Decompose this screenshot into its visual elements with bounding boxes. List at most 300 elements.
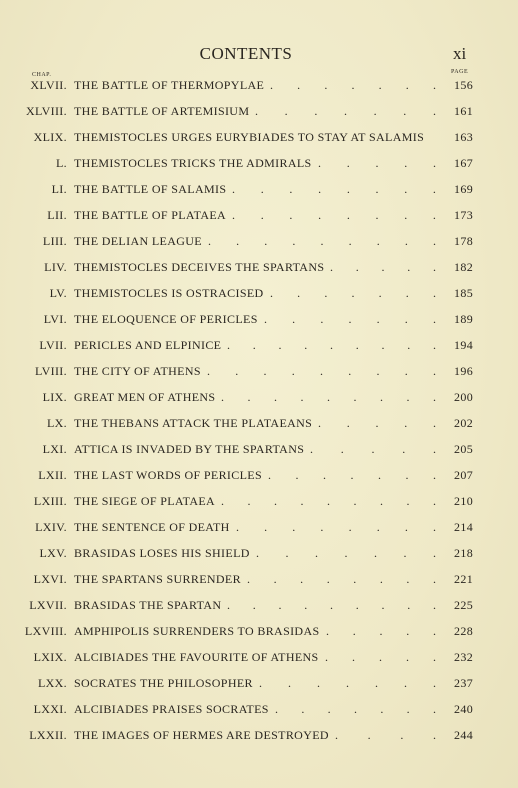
leader-dot: . <box>291 364 295 378</box>
leader-dot: . <box>318 416 321 430</box>
leader-dot: . <box>346 676 349 690</box>
chapter-number: LII. <box>47 208 67 222</box>
chapter-number: LVII. <box>39 338 67 352</box>
chapter-page: 178 <box>454 234 474 248</box>
leader-dot: . <box>432 702 436 716</box>
leader-dot: . <box>292 312 296 326</box>
chapter-number: LX. <box>46 416 67 430</box>
leader-dot: . <box>407 598 411 612</box>
leader-dot: . <box>404 182 408 196</box>
leader-dot: . <box>236 234 240 248</box>
leader-dot: . <box>348 364 352 378</box>
leader-dot: . <box>314 104 318 118</box>
leader-dot: . <box>346 416 350 430</box>
toc-entry <box>0 624 518 650</box>
chapter-number: LXVIII. <box>24 624 67 638</box>
chapter-page: 156 <box>454 78 474 92</box>
leader-dot: . <box>433 494 436 508</box>
leader-dot: . <box>318 182 322 196</box>
leader-dot: . <box>407 338 411 352</box>
leader-dot: . <box>300 390 304 404</box>
leader-dot: . <box>247 494 251 508</box>
leader-dot: . <box>353 572 357 586</box>
leader-dot: . <box>407 260 411 274</box>
chapter-title: THE SPARTANS SURRENDER <box>74 572 241 586</box>
leader-dot: . <box>315 546 318 560</box>
leader-dot: . <box>374 546 377 560</box>
chapter-number: LIII. <box>42 234 67 248</box>
chapter-page: 221 <box>454 572 474 586</box>
leader-dot: . <box>327 494 330 508</box>
chapter-page: 200 <box>454 390 474 404</box>
chapter-page: 210 <box>454 494 474 508</box>
dot-leader <box>330 260 436 275</box>
leader-dot: . <box>432 104 436 118</box>
dot-leader <box>227 338 436 353</box>
toc-entry <box>0 468 518 494</box>
dot-leader <box>221 494 436 509</box>
leader-dot: . <box>403 104 407 118</box>
leader-dot: . <box>344 546 348 560</box>
chapter-title: PERICLES AND ELPINICE <box>74 338 222 352</box>
leader-dot: . <box>406 702 410 716</box>
chapter-number: LXXII. <box>29 728 67 742</box>
chapter-title: THE LAST WORDS OF PERICLES <box>74 468 263 482</box>
leader-dot: . <box>350 468 354 482</box>
leader-dot: . <box>433 624 436 638</box>
page-column-label: PAGE <box>451 69 469 75</box>
leader-dot: . <box>404 676 407 690</box>
chapter-title: THE CITY OF ATHENS <box>74 364 201 378</box>
chapter-number: XLVII. <box>30 78 67 92</box>
leader-dot: . <box>327 702 331 716</box>
toc-entry <box>0 182 518 208</box>
leader-dot: . <box>406 494 410 508</box>
leader-dot: . <box>355 260 359 274</box>
leader-dot: . <box>320 364 323 378</box>
dot-leader <box>318 156 436 171</box>
chapter-title: THE SENTENCE OF DEATH <box>74 520 230 534</box>
leader-dot: . <box>405 468 409 482</box>
chapter-title: THE BATTLE OF SALAMIS <box>74 182 227 196</box>
leader-dot: . <box>379 572 383 586</box>
chapter-page: 182 <box>454 260 474 274</box>
leader-dot: . <box>268 468 271 482</box>
leader-dot: . <box>400 728 404 742</box>
leader-dot: . <box>433 650 436 664</box>
leader-dot: . <box>297 78 301 92</box>
dot-leader <box>325 650 436 665</box>
chapter-page: 207 <box>454 468 474 482</box>
toc-entry <box>0 78 518 104</box>
leader-dot: . <box>405 78 409 92</box>
leader-dot: . <box>404 234 408 248</box>
chapter-title: ALCIBIADES THE FAVOURITE OF ATHENS <box>74 650 319 664</box>
dot-leader <box>275 702 436 717</box>
toc-entry <box>0 546 518 572</box>
chapter-page: 169 <box>454 182 474 196</box>
toc-entry <box>0 702 518 728</box>
leader-dot: . <box>264 312 267 326</box>
toc-entry <box>0 728 518 754</box>
leader-dot: . <box>405 286 409 300</box>
chapter-number: XLIX. <box>33 130 67 144</box>
leader-dot: . <box>406 650 409 664</box>
leader-dot: . <box>232 208 235 222</box>
leader-dot: . <box>324 286 328 300</box>
leader-dot: . <box>378 78 382 92</box>
leader-dot: . <box>381 338 385 352</box>
leader-dot: . <box>404 312 408 326</box>
leader-dot: . <box>289 182 293 196</box>
leader-dot: . <box>432 208 436 222</box>
chapter-number: LIV. <box>44 260 67 274</box>
leader-dot: . <box>284 104 288 118</box>
leader-dot: . <box>433 338 436 352</box>
dot-leader <box>326 624 436 639</box>
chapter-page: 244 <box>454 728 474 742</box>
chapter-number: L. <box>55 156 67 170</box>
chapter-title: THE IMAGES OF HERMES ARE DESTROYED <box>74 728 329 742</box>
leader-dot: . <box>371 442 375 456</box>
toc-entry <box>0 260 518 286</box>
leader-dot: . <box>221 390 224 404</box>
table-of-contents <box>0 78 518 754</box>
leader-dot: . <box>402 442 406 456</box>
toc-entry <box>0 130 518 156</box>
leader-dot: . <box>292 520 296 534</box>
toc-entry <box>0 572 518 598</box>
dot-leader <box>268 468 436 483</box>
toc-entry <box>0 650 518 676</box>
chapter-number: LXII. <box>38 468 67 482</box>
leader-dot: . <box>232 182 235 196</box>
chapter-page: 189 <box>454 312 474 326</box>
leader-dot: . <box>352 624 356 638</box>
chapter-page: 225 <box>454 598 474 612</box>
leader-dot: . <box>235 364 239 378</box>
chapter-title: THEMISTOCLES IS OSTRACISED <box>74 286 264 300</box>
dot-leader <box>310 442 436 457</box>
leader-dot: . <box>432 572 436 586</box>
leader-dot: . <box>433 468 436 482</box>
leader-dot: . <box>367 728 371 742</box>
toc-entry <box>0 676 518 702</box>
leader-dot: . <box>320 312 324 326</box>
leader-dot: . <box>432 520 436 534</box>
chapter-number: LXVI. <box>33 572 67 586</box>
leader-dot: . <box>227 338 230 352</box>
leader-dot: . <box>278 338 282 352</box>
toc-entry <box>0 338 518 364</box>
chapter-number: LXVII. <box>29 598 67 612</box>
leader-dot: . <box>380 390 383 404</box>
leader-dot: . <box>348 520 352 534</box>
leader-dot: . <box>252 338 256 352</box>
leader-dot: . <box>346 182 350 196</box>
leader-dot: . <box>335 728 338 742</box>
chapter-number: LXV. <box>39 546 67 560</box>
leader-dot: . <box>325 650 328 664</box>
toc-entry <box>0 416 518 442</box>
leader-dot: . <box>301 702 305 716</box>
leader-dot: . <box>433 260 436 274</box>
toc-entry <box>0 312 518 338</box>
chapter-title: BRASIDAS THE SPARTAN <box>74 598 222 612</box>
dot-leader <box>207 364 436 379</box>
chapter-page: 218 <box>454 546 474 560</box>
toc-entry <box>0 598 518 624</box>
chapter-page: 173 <box>454 208 474 222</box>
chapter-title: ALCIBIADES PRAISES SOCRATES <box>74 702 269 716</box>
chapter-page: 228 <box>454 624 474 638</box>
dot-leader <box>256 546 436 561</box>
chapter-title: GREAT MEN OF ATHENS <box>74 390 216 404</box>
leader-dot: . <box>274 494 277 508</box>
leader-dot: . <box>376 312 380 326</box>
chapter-number: XLVIII. <box>26 104 67 118</box>
chapter-number: LXIII. <box>33 494 67 508</box>
toc-entry <box>0 286 518 312</box>
leader-dot: . <box>376 234 380 248</box>
leader-dot: . <box>433 364 436 378</box>
leader-dot: . <box>273 572 277 586</box>
leader-dot: . <box>378 468 381 482</box>
dot-leader <box>255 104 436 119</box>
leader-dot: . <box>380 702 384 716</box>
leader-dot: . <box>375 156 379 170</box>
leader-dot: . <box>221 494 224 508</box>
leader-dot: . <box>300 494 304 508</box>
leader-dot: . <box>260 182 264 196</box>
leader-dot: . <box>285 546 289 560</box>
toc-entry <box>0 494 518 520</box>
chapter-number: LXXI. <box>33 702 67 716</box>
chapter-page: 202 <box>454 416 474 430</box>
toc-entry <box>0 520 518 546</box>
leader-dot: . <box>340 442 344 456</box>
leader-dot: . <box>375 676 378 690</box>
leader-dot: . <box>351 78 355 92</box>
chapter-number: LXI. <box>42 442 67 456</box>
toc-entry <box>0 364 518 390</box>
leader-dot: . <box>381 260 385 274</box>
chapter-number: LVIII. <box>35 364 67 378</box>
chapter-title: THE BATTLE OF ARTEMISIUM <box>74 104 250 118</box>
leader-dot: . <box>278 598 282 612</box>
toc-entry <box>0 156 518 182</box>
chapter-title: THEMISTOCLES URGES EURYBIADES TO STAY AT SALAMIS <box>74 130 425 144</box>
leader-dot: . <box>318 156 321 170</box>
leader-dot: . <box>433 442 436 456</box>
leader-dot: . <box>432 312 436 326</box>
dot-leader <box>232 182 436 197</box>
dot-leader <box>236 520 436 535</box>
leader-dot: . <box>236 520 239 534</box>
leader-dot: . <box>227 598 230 612</box>
chapter-page: 185 <box>454 286 474 300</box>
dot-leader <box>259 676 436 691</box>
toc-entry <box>0 390 518 416</box>
leader-dot: . <box>355 338 359 352</box>
leader-dot: . <box>353 390 357 404</box>
leader-dot: . <box>353 494 357 508</box>
leader-dot: . <box>373 104 377 118</box>
leader-dot: . <box>432 728 436 742</box>
leader-dot: . <box>318 208 322 222</box>
chapter-number: LVI. <box>43 312 67 326</box>
leader-dot: . <box>252 598 256 612</box>
leader-dot: . <box>323 468 326 482</box>
chapter-title: THE ELOQUENCE OF PERICLES <box>74 312 258 326</box>
leader-dot: . <box>247 572 250 586</box>
leader-dot: . <box>297 286 301 300</box>
chapter-title: THEMISTOCLES DECEIVES THE SPARTANS <box>74 260 325 274</box>
leader-dot: . <box>270 78 273 92</box>
leader-dot: . <box>381 598 385 612</box>
leader-dot: . <box>259 676 262 690</box>
leader-dot: . <box>275 702 278 716</box>
leader-dot: . <box>433 390 436 404</box>
leader-dot: . <box>264 520 268 534</box>
leader-dot: . <box>330 598 333 612</box>
leader-dot: . <box>304 598 308 612</box>
leader-dot: . <box>292 234 296 248</box>
leader-dot: . <box>379 624 383 638</box>
chapter-title: THE DELIAN LEAGUE <box>74 234 202 248</box>
toc-entry <box>0 104 518 130</box>
chapter-number: LXIV. <box>35 520 67 534</box>
dot-leader <box>227 598 436 613</box>
leader-dot: . <box>260 208 264 222</box>
chapter-page: 196 <box>454 364 474 378</box>
leader-dot: . <box>326 624 329 638</box>
leader-dot: . <box>432 286 436 300</box>
leader-dot: . <box>255 104 258 118</box>
chapter-page: 161 <box>454 104 474 118</box>
leader-dot: . <box>264 234 268 248</box>
leader-dot: . <box>327 390 330 404</box>
leader-dot: . <box>378 286 382 300</box>
leader-dot: . <box>263 364 267 378</box>
leader-dot: . <box>404 156 408 170</box>
leader-dot: . <box>247 390 251 404</box>
leader-dot: . <box>376 520 380 534</box>
dot-leader <box>264 312 436 327</box>
chapter-number: LV. <box>49 286 67 300</box>
chapter-title: AMPHIPOLIS SURRENDERS TO BRASIDAS <box>74 624 320 638</box>
chapter-title: BRASIDAS LOSES HIS SHIELD <box>74 546 250 560</box>
chapter-number: LI. <box>51 182 67 196</box>
leader-dot: . <box>320 234 324 248</box>
leader-dot: . <box>270 286 273 300</box>
dot-leader <box>247 572 436 587</box>
leader-dot: . <box>404 208 408 222</box>
leader-dot: . <box>433 416 436 430</box>
leader-dot: . <box>320 520 324 534</box>
leader-dot: . <box>348 312 352 326</box>
chapter-number: LXIX. <box>33 650 67 664</box>
chapter-page: 214 <box>454 520 474 534</box>
toc-entry <box>0 234 518 260</box>
leader-dot: . <box>343 104 347 118</box>
chapter-page: 232 <box>454 650 474 664</box>
leader-dot: . <box>352 650 355 664</box>
leader-dot: . <box>433 546 436 560</box>
leader-dot: . <box>404 364 408 378</box>
leader-dot: . <box>406 624 410 638</box>
dot-leader <box>318 416 436 431</box>
leader-dot: . <box>375 182 379 196</box>
leader-dot: . <box>432 182 436 196</box>
chapter-page: 205 <box>454 442 474 456</box>
leader-dot: . <box>288 676 291 690</box>
leader-dot: . <box>256 546 259 560</box>
toc-entry <box>0 442 518 468</box>
chapter-page: 167 <box>454 156 474 170</box>
leader-dot: . <box>404 520 408 534</box>
leader-dot: . <box>310 442 313 456</box>
dot-leader <box>221 390 436 405</box>
dot-leader <box>335 728 436 743</box>
leader-dot: . <box>433 234 436 248</box>
chapter-column-label: CHAP. <box>32 72 52 78</box>
leader-dot: . <box>433 598 436 612</box>
leader-dot: . <box>353 702 357 716</box>
chapter-title: THE BATTLE OF PLATAEA <box>74 208 227 222</box>
page-number: xi <box>453 44 467 63</box>
leader-dot: . <box>330 260 333 274</box>
leader-dot: . <box>274 390 277 404</box>
dot-leader <box>208 234 436 249</box>
leader-dot: . <box>208 234 211 248</box>
leader-dot: . <box>304 338 308 352</box>
leader-dot: . <box>348 234 352 248</box>
toc-entry <box>0 208 518 234</box>
leader-dot: . <box>317 676 320 690</box>
dot-leader <box>270 286 436 301</box>
chapter-number: LIX. <box>42 390 67 404</box>
chapter-page: 240 <box>454 702 474 716</box>
leader-dot: . <box>324 78 328 92</box>
page-title: CONTENTS <box>199 44 293 63</box>
leader-dot: . <box>375 208 379 222</box>
leader-dot: . <box>355 598 359 612</box>
leader-dot: . <box>295 468 299 482</box>
chapter-title: SOCRATES THE PHILOSOPHER <box>74 676 253 690</box>
leader-dot: . <box>300 572 304 586</box>
leader-dot: . <box>346 208 350 222</box>
leader-dot: . <box>433 676 436 690</box>
leader-dot: . <box>379 650 382 664</box>
chapter-title: THE SIEGE OF PLATAEA <box>74 494 216 508</box>
leader-dot: . <box>404 416 408 430</box>
chapter-page: 194 <box>454 338 474 352</box>
leader-dot: . <box>326 572 330 586</box>
leader-dot: . <box>406 390 410 404</box>
chapter-title: THE THEBANS ATTACK THE PLATAEANS <box>74 416 313 430</box>
leader-dot: . <box>289 208 293 222</box>
leader-dot: . <box>330 338 333 352</box>
leader-dot: . <box>376 364 380 378</box>
leader-dot: . <box>380 494 383 508</box>
chapter-title: ATTICA IS INVADED BY THE SPARTANS <box>74 442 305 456</box>
leader-dot: . <box>375 416 379 430</box>
leader-dot: . <box>403 546 407 560</box>
dot-leader <box>270 78 436 93</box>
leader-dot: . <box>207 364 210 378</box>
leader-dot: . <box>351 286 355 300</box>
